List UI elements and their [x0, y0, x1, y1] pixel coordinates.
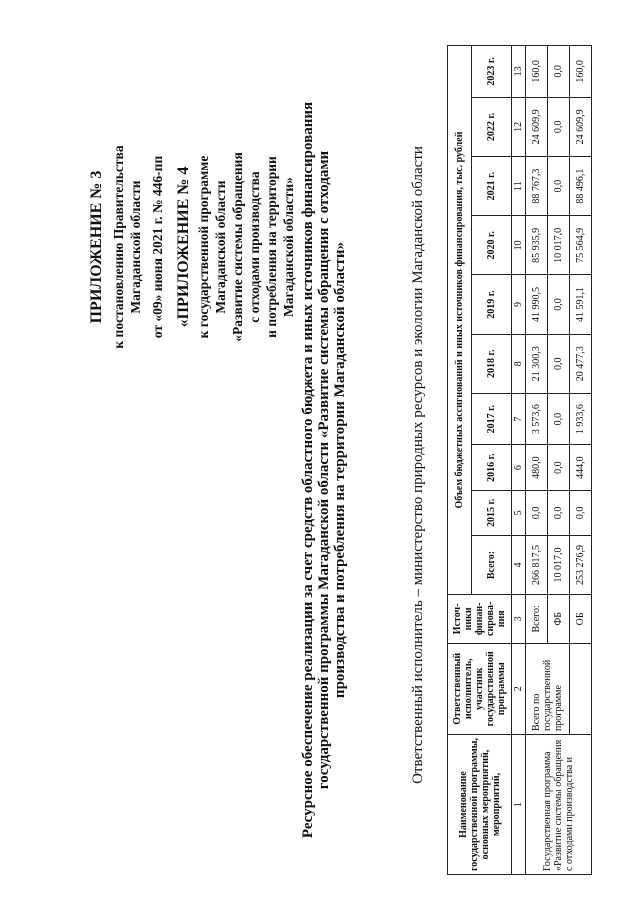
value-cell: 160,0 [570, 46, 592, 98]
value-cell: 41 990,5 [526, 275, 548, 334]
column-number: 10 [512, 216, 526, 275]
value-cell: 24 609,9 [570, 97, 592, 156]
column-number: 1 [512, 735, 526, 875]
value-cell: 20 477,3 [570, 334, 592, 393]
appendix2-title: «ПРИЛОЖЕНИЕ № 4 [175, 166, 192, 328]
column-number: 11 [512, 157, 526, 216]
value-cell: 10 017,0 [548, 535, 570, 594]
header-year: 2020 г. [472, 216, 512, 275]
value-cell: 3 573,6 [526, 393, 548, 445]
header-year: 2019 г. [472, 275, 512, 334]
column-number: 8 [512, 334, 526, 393]
header-year: 2022 г. [472, 97, 512, 156]
value-cell: 85 935,9 [526, 216, 548, 275]
value-cell: 0,0 [548, 393, 570, 445]
value-cell: 0,0 [548, 97, 570, 156]
executor-cell-empty [570, 643, 592, 735]
program-name-cell: Государственная программа «Развитие системы обращения с отходами производства и [526, 735, 592, 875]
value-cell: 253 276,9 [570, 535, 592, 594]
header-year: 2015 г. [472, 490, 512, 535]
table-row [526, 46, 548, 875]
column-number-row [512, 46, 526, 875]
appendix-date: от «09» июня 2021 г. № 446-пп [150, 155, 165, 339]
header-year: 2018 г. [472, 334, 512, 393]
appendix-line: Магаданской области [128, 180, 143, 314]
column-number: 3 [512, 595, 526, 643]
appendix-header [88, 97, 298, 397]
value-cell: 88 496,1 [570, 157, 592, 216]
value-cell: 88 767,3 [526, 157, 548, 216]
appendix-line: Магаданской области» [281, 177, 296, 317]
value-cell: 0,0 [526, 490, 548, 535]
value-cell: 21 300,3 [526, 334, 548, 393]
appendix-line: к постановлению Правительства [111, 145, 126, 349]
value-cell: 0,0 [548, 46, 570, 98]
column-number: 9 [512, 275, 526, 334]
appendix-line: к государственной программе [196, 155, 211, 339]
column-number: 7 [512, 393, 526, 445]
title-line: производства и потребления на территории Магаданской области» [332, 241, 348, 699]
appendix-title: ПРИЛОЖЕНИЕ № 3 [88, 170, 105, 324]
appendix-line: с отходами производства [247, 171, 262, 323]
funding-table [447, 45, 592, 875]
column-number: 13 [512, 46, 526, 98]
header-volume: Объем бюджетных ассигнований и иных источников финансирования, тыс. рублей [448, 46, 472, 595]
value-cell: 10 017,0 [548, 216, 570, 275]
value-cell: 480,0 [526, 445, 548, 490]
value-cell: 75 564,9 [570, 216, 592, 275]
title-line: Ресурсное обеспечение реализации за счет средств областного бюджета и иных источников финансирования [300, 101, 316, 839]
value-cell: 24 609,9 [526, 97, 548, 156]
header-year: 2016 г. [472, 445, 512, 490]
value-cell: 0,0 [548, 275, 570, 334]
value-cell: 0,0 [548, 490, 570, 535]
header-year: 2017 г. [472, 393, 512, 445]
source-cell: ОБ [570, 595, 592, 643]
value-cell: 266 817,5 [526, 535, 548, 594]
column-number: 2 [512, 643, 526, 735]
appendix-line: «Развитие системы обращения [230, 152, 245, 342]
header-source: Источ-ники финан-сирова-ния [448, 595, 512, 643]
source-cell: Всего: [526, 595, 548, 643]
source-cell: ФБ [548, 595, 570, 643]
title-line: государственной программы Магаданской области «Развитие системы обращения с отходами [316, 150, 332, 790]
column-number: 4 [512, 535, 526, 594]
column-number: 6 [512, 445, 526, 490]
header-year: 2021 г. [472, 157, 512, 216]
value-cell: 160,0 [526, 46, 548, 98]
column-number: 12 [512, 97, 526, 156]
header-total: Всего: [472, 535, 512, 594]
executor-cell: Всего по государственной программе [526, 643, 570, 735]
header-name: Наименование государственной программы, основных мероприятий, мероприятий, [448, 735, 512, 875]
value-cell: 0,0 [548, 334, 570, 393]
value-cell: 0,0 [548, 445, 570, 490]
header-year: 2023 г. [472, 46, 512, 98]
appendix-line: Магаданской области [213, 180, 228, 314]
value-cell: 0,0 [548, 157, 570, 216]
document-title [300, 75, 348, 865]
header-executor: Ответственный исполнитель, участник государственной программы [448, 643, 512, 735]
value-cell: 1 933,6 [570, 393, 592, 445]
value-cell: 444,0 [570, 445, 592, 490]
value-cell: 41 591,1 [570, 275, 592, 334]
responsible-executor: Ответственный исполнитель – министерство природных ресурсов и экологии Магаданской области [410, 146, 426, 784]
value-cell: 0,0 [570, 490, 592, 535]
appendix-line: и потребления на территории [264, 156, 279, 338]
column-number: 5 [512, 490, 526, 535]
